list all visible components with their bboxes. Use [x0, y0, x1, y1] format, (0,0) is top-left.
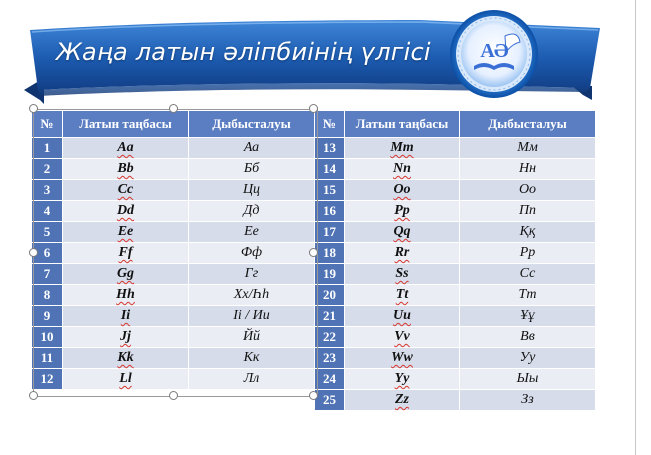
latin-letter-cell [345, 243, 460, 264]
latin-letter-cell [345, 264, 460, 285]
cyrillic-pronunciation: Гг [189, 264, 315, 285]
latin-letter-cell [63, 306, 189, 327]
latin-letter-cell [63, 138, 189, 159]
table-row[interactable] [315, 369, 596, 390]
letter-number: 5 [32, 222, 63, 243]
table-row[interactable] [32, 222, 315, 243]
letter-number: 15 [315, 180, 345, 201]
cyrillic-pronunciation: Кк [189, 348, 315, 369]
table-row[interactable] [32, 327, 315, 348]
resize-handle-middle-left[interactable] [29, 248, 38, 257]
latin-letter: Cc [117, 182, 134, 197]
latin-letter: Gg [116, 266, 135, 281]
latin-letter: Zz [395, 392, 409, 407]
cyrillic-pronunciation: Дд [189, 201, 315, 222]
resize-handle-bottom-center[interactable] [169, 391, 178, 400]
table-row[interactable] [315, 243, 596, 264]
latin-letter: Yy [394, 371, 410, 386]
latin-letter: Aa [117, 140, 134, 155]
letter-number: 7 [32, 264, 63, 285]
letter-number: 20 [315, 285, 345, 306]
latin-letter-cell [63, 285, 189, 306]
table-row[interactable] [32, 138, 315, 159]
cyrillic-pronunciation: Нн [460, 159, 596, 180]
cyrillic-pronunciation: Йй [189, 327, 315, 348]
letter-number: 4 [32, 201, 63, 222]
letter-number: 22 [315, 327, 345, 348]
table-row[interactable] [32, 201, 315, 222]
letter-number: 24 [315, 369, 345, 390]
cyrillic-pronunciation: Мм [460, 138, 596, 159]
letter-number: 3 [32, 180, 63, 201]
table-row[interactable] [32, 180, 315, 201]
latin-letter: Kk [117, 350, 134, 365]
resize-handle-top-center[interactable] [169, 104, 178, 113]
latin-letter: Ww [391, 350, 413, 365]
latin-letter: Mm [390, 140, 414, 155]
table-row[interactable] [315, 159, 596, 180]
latin-letter: Nn [393, 161, 411, 176]
latin-letter-cell [63, 369, 189, 390]
resize-handle-middle-right[interactable] [309, 248, 318, 257]
letter-number: 16 [315, 201, 345, 222]
table-row[interactable] [315, 222, 596, 243]
latin-letter: Ss [395, 266, 409, 281]
cyrillic-pronunciation: Вв [460, 327, 596, 348]
latin-letter-cell [345, 222, 460, 243]
letter-number: 18 [315, 243, 345, 264]
title-banner [0, 0, 620, 110]
letter-number: 17 [315, 222, 345, 243]
resize-handle-bottom-left[interactable] [29, 391, 38, 400]
table-row[interactable] [315, 264, 596, 285]
letter-number: 1 [32, 138, 63, 159]
letter-number: 12 [32, 369, 63, 390]
latin-letter: Vv [394, 329, 410, 344]
table-row[interactable] [32, 348, 315, 369]
letter-number: 13 [315, 138, 345, 159]
table-row[interactable] [315, 285, 596, 306]
letter-number: 2 [32, 159, 63, 180]
latin-letter: Pp [394, 203, 410, 218]
letter-number: 23 [315, 348, 345, 369]
latin-letter: Hh [116, 287, 135, 302]
cyrillic-pronunciation: Ққ [460, 222, 596, 243]
cyrillic-pronunciation: Іі / Ии [189, 306, 315, 327]
alphabet-table-left[interactable] [31, 110, 315, 390]
latin-letter: Ee [117, 224, 134, 239]
latin-letter-cell [345, 138, 460, 159]
canvas-edge [635, 0, 636, 455]
latin-letter: Ff [118, 245, 133, 260]
latin-letter: Oo [393, 182, 411, 197]
cyrillic-pronunciation: Ыы [460, 369, 596, 390]
header-latin-sign: Латын таңбасы [345, 111, 460, 138]
table-row[interactable] [32, 243, 315, 264]
letter-number: 9 [32, 306, 63, 327]
latin-letter-cell [63, 243, 189, 264]
header-latin-sign: Латын таңбасы [63, 111, 189, 138]
latin-letter-cell [63, 264, 189, 285]
cyrillic-pronunciation: Сс [460, 264, 596, 285]
cyrillic-pronunciation: Фф [189, 243, 315, 264]
latin-letter: Ll [119, 371, 132, 386]
logo-text: AƏ [480, 40, 508, 62]
header-number: № [32, 111, 63, 138]
letter-number: 25 [315, 390, 345, 411]
cyrillic-pronunciation: Зз [460, 390, 596, 411]
letter-number: 8 [32, 285, 63, 306]
latin-letter: Bb [117, 161, 134, 176]
table-header-row [315, 111, 596, 138]
cyrillic-pronunciation: Цц [189, 180, 315, 201]
cyrillic-pronunciation: Аа [189, 138, 315, 159]
letter-number: 10 [32, 327, 63, 348]
latin-letter: Tt [395, 287, 409, 302]
table-row[interactable] [315, 201, 596, 222]
latin-letter: Rr [394, 245, 410, 260]
resize-handle-bottom-right[interactable] [309, 391, 318, 400]
latin-letter-cell [345, 306, 460, 327]
cyrillic-pronunciation: Хх/Һh [189, 285, 315, 306]
letter-number: 19 [315, 264, 345, 285]
latin-letter: Uu [393, 308, 411, 323]
table-row[interactable] [32, 264, 315, 285]
table-row[interactable] [32, 285, 315, 306]
resize-handle-top-left[interactable] [29, 104, 38, 113]
latin-letter-cell [345, 285, 460, 306]
cyrillic-pronunciation: Ұұ [460, 306, 596, 327]
latin-letter-cell [63, 327, 189, 348]
latin-letter: Qq [393, 224, 411, 239]
table-row[interactable] [315, 390, 596, 411]
latin-letter-cell [345, 159, 460, 180]
cyrillic-pronunciation: Бб [189, 159, 315, 180]
latin-letter-cell [345, 327, 460, 348]
latin-letter-cell [345, 348, 460, 369]
alphabet-table-right[interactable] [314, 110, 596, 411]
letter-number: 14 [315, 159, 345, 180]
latin-letter-cell [63, 222, 189, 243]
cyrillic-pronunciation: Оо [460, 180, 596, 201]
latin-letter-cell [63, 159, 189, 180]
cyrillic-pronunciation: Лл [189, 369, 315, 390]
letter-number: 6 [32, 243, 63, 264]
header-pronunciation: Дыбысталуы [460, 111, 596, 138]
latin-letter-cell [63, 180, 189, 201]
latin-letter-cell [345, 369, 460, 390]
table-row[interactable] [32, 369, 315, 390]
latin-letter: Jj [120, 329, 131, 344]
table-row[interactable] [32, 306, 315, 327]
table-header-row [32, 111, 315, 138]
cyrillic-pronunciation: Пп [460, 201, 596, 222]
table-row[interactable] [315, 348, 596, 369]
latin-letter-cell [63, 348, 189, 369]
header-number: № [315, 111, 345, 138]
letter-number: 11 [32, 348, 63, 369]
table-row[interactable] [315, 327, 596, 348]
table-row[interactable] [315, 306, 596, 327]
letter-number: 21 [315, 306, 345, 327]
cyrillic-pronunciation: Рр [460, 243, 596, 264]
latin-letter-cell [345, 180, 460, 201]
resize-handle-top-right[interactable] [309, 104, 318, 113]
cyrillic-pronunciation: Ее [189, 222, 315, 243]
header-pronunciation: Дыбысталуы [189, 111, 315, 138]
latin-letter-cell [345, 390, 460, 411]
latin-letter-cell [63, 201, 189, 222]
table-row[interactable] [315, 180, 596, 201]
table-row[interactable] [32, 159, 315, 180]
table-row[interactable] [315, 138, 596, 159]
cyrillic-pronunciation: Тт [460, 285, 596, 306]
cyrillic-pronunciation: Уу [460, 348, 596, 369]
latin-letter: Ii [120, 308, 131, 323]
slide-title: Жаңа латын әліпбиінің үлгісі [56, 38, 431, 66]
latin-letter-cell [345, 201, 460, 222]
latin-letter: Dd [116, 203, 135, 218]
